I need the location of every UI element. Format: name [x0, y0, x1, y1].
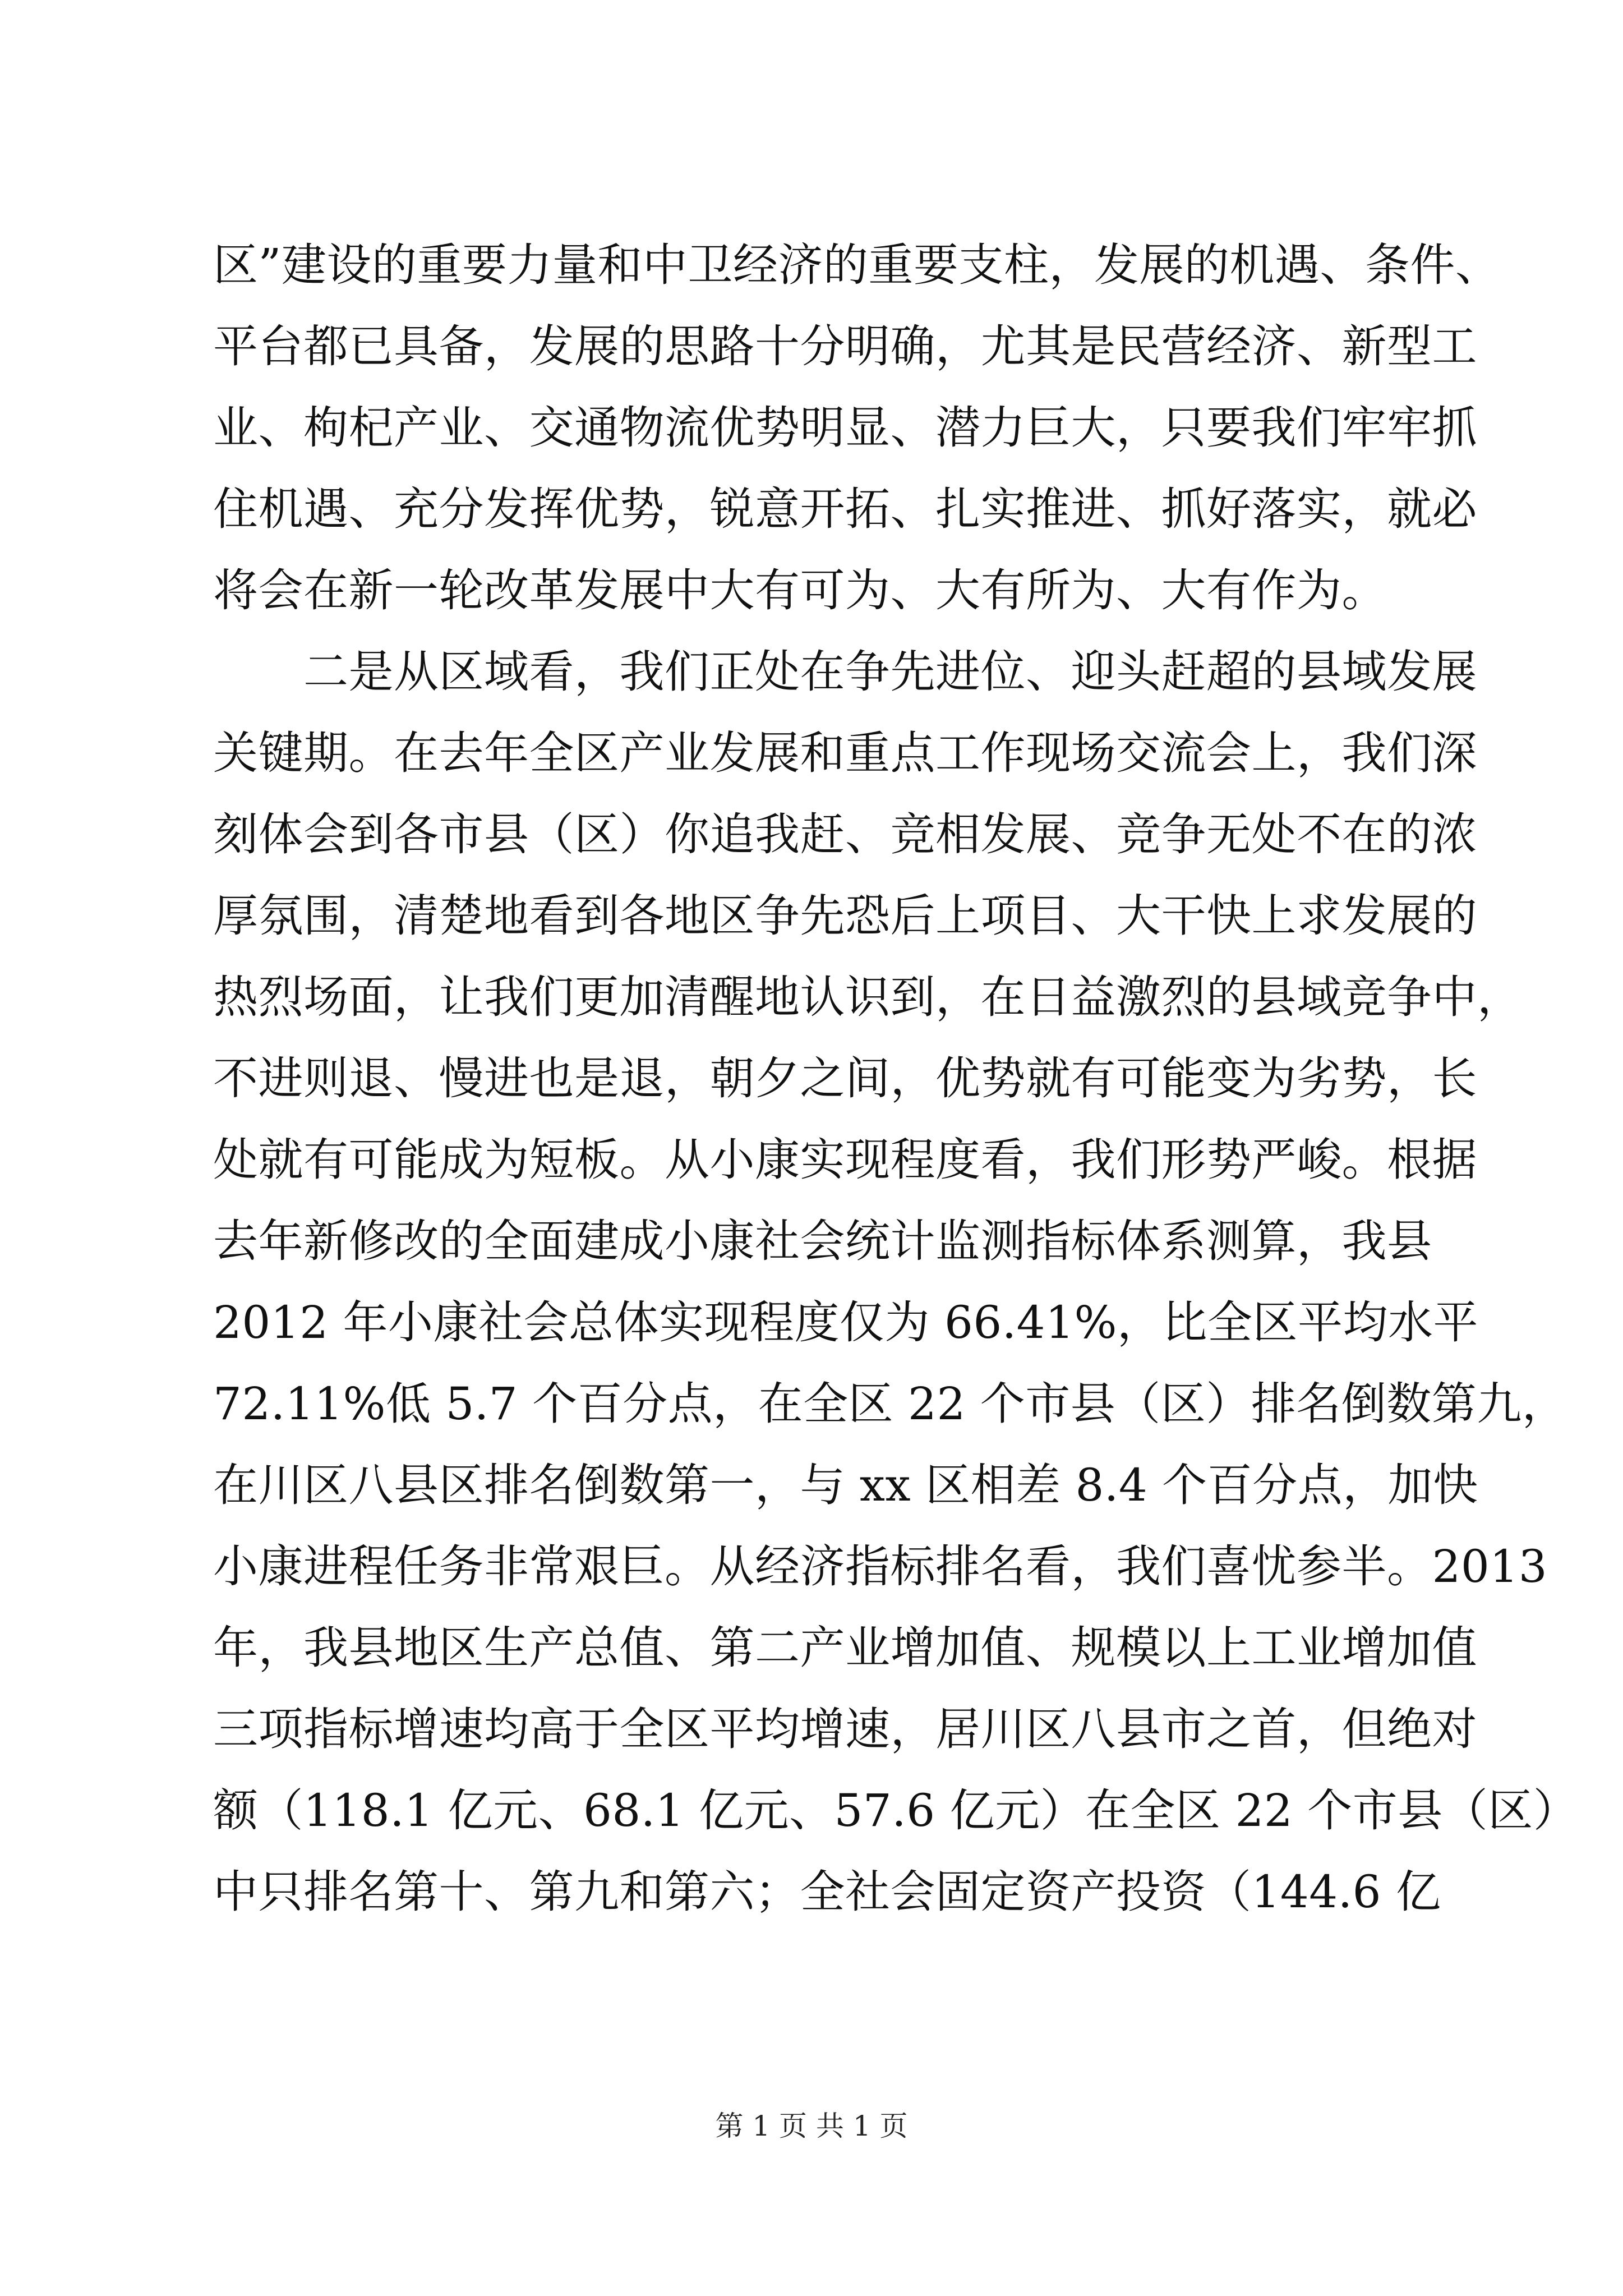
- text-line: 2012 年小康社会总体实现程度仅为 66.41%，比全区平均水平: [213, 1296, 1478, 1349]
- text-line: 三项指标增速均高于全区平均增速，居川区八县市之首，但绝对: [213, 1703, 1477, 1755]
- document-body: [213, 224, 1579, 1932]
- text-line: 不进则退、慢进也是退，朝夕之间，优势就有可能变为劣势，长: [213, 1052, 1477, 1105]
- text-line: 中只排名第十、第九和第六；全社会固定资产投资（144.6 亿: [213, 1866, 1441, 1918]
- text-line: 区”建设的重要力量和中卫经济的重要支柱，发展的机遇、条件、: [213, 239, 1501, 291]
- text-line: 去年新修改的全面建成小康社会统计监测指标体系测算，我县: [213, 1215, 1432, 1267]
- text-line: 厚氛围，清楚地看到各地区争先恐后上项目、大干快上求发展的: [213, 890, 1477, 942]
- text-line: 处就有可能成为短板。从小康实现程度看，我们形势严峻。根据: [213, 1134, 1477, 1186]
- text-line: 业、枸杞产业、交通物流优势明显、潜力巨大，只要我们牢牢抓: [213, 402, 1477, 454]
- paragraph-2: [213, 631, 1579, 1932]
- text-line: 72.11%低 5.7 个百分点，在全区 22 个市县（区）排名倒数第九，: [213, 1378, 1567, 1430]
- text-line: 住机遇、充分发挥优势，锐意开拓、扎实推进、抓好落实，就必: [213, 483, 1477, 535]
- page-footer: 第 1 页 共 1 页: [715, 2110, 908, 2142]
- text-line: 在川区八县区排名倒数第一，与 xx 区相差 8.4 个百分点，加快: [213, 1459, 1478, 1511]
- text-line: 二是从区域看，我们正处在争先进位、迎头赶超的县域发展: [213, 646, 1477, 698]
- text-line: 刻体会到各市县（区）你追我赶、竞相发展、竞争无处不在的浓: [213, 808, 1477, 861]
- text-line: 平台都已具备，发展的思路十分明确，尤其是民营经济、新型工: [213, 320, 1477, 372]
- text-line: 额（118.1 亿元、68.1 亿元、57.6 亿元）在全区 22 个市县（区）: [213, 1784, 1579, 1837]
- paragraph-1: [213, 224, 1501, 631]
- text-line: 热烈场面，让我们更加清醒地认识到，在日益激烈的县域竞争中，: [213, 971, 1523, 1023]
- text-line: 将会在新一轮改革发展中大有可为、大有所为、大有作为。: [213, 564, 1387, 616]
- text-line: 年，我县地区生产总值、第二产业增加值、规模以上工业增加值: [213, 1622, 1477, 1674]
- text-line: 小康进程任务非常艰巨。从经济指标排名看，我们喜忧参半。2013: [213, 1540, 1548, 1593]
- text-line: 关键期。在去年全区产业发展和重点工作现场交流会上，我们深: [213, 727, 1477, 779]
